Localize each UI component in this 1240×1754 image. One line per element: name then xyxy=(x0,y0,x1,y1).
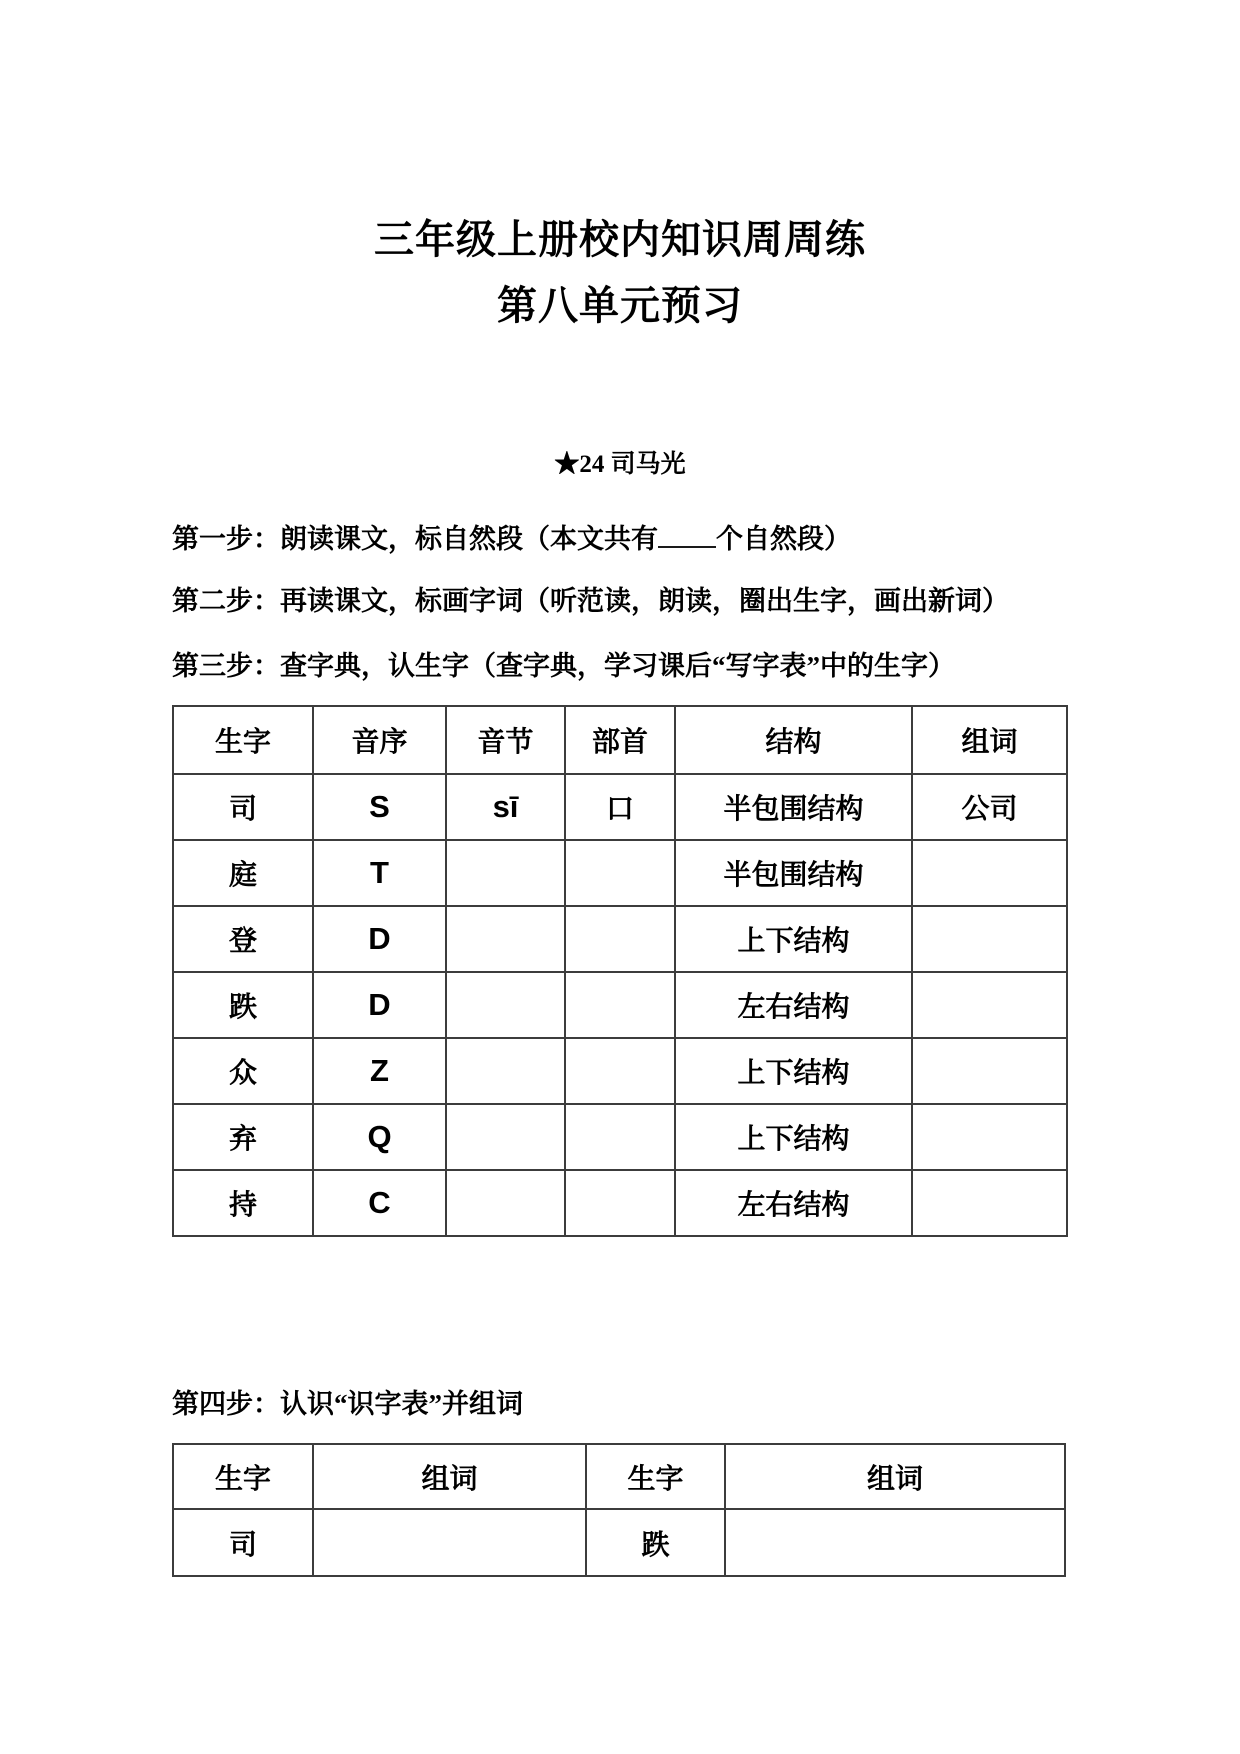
lesson-heading: ★24 司马光 xyxy=(554,451,686,478)
initial-cell: Q xyxy=(313,1104,446,1170)
vocab-row-die xyxy=(173,972,1067,1038)
vocab-header-word: 组词 xyxy=(912,706,1067,774)
initial-cell: D xyxy=(313,906,446,972)
radical-cell xyxy=(565,1170,675,1236)
vocab-table xyxy=(172,705,1068,1237)
word-cell xyxy=(912,972,1067,1038)
word-table xyxy=(172,1443,1066,1577)
step-4-line: 第四步：认识“识字表”并组词 xyxy=(172,1389,523,1419)
document-subtitle: 第八单元预习 xyxy=(497,283,743,328)
vocab-header-syllable: 音节 xyxy=(446,706,565,774)
word-cell xyxy=(313,1509,586,1576)
vocab-header-char: 生字 xyxy=(173,706,313,774)
char-cell: 持 xyxy=(173,1170,313,1236)
structure-cell: 上下结构 xyxy=(675,1038,912,1104)
structure-cell: 左右结构 xyxy=(675,1170,912,1236)
char-cell: 登 xyxy=(173,906,313,972)
syllable-cell xyxy=(446,906,565,972)
char-cell: 跌 xyxy=(173,972,313,1038)
radical-cell xyxy=(565,840,675,906)
vocab-row-ting xyxy=(173,840,1067,906)
initial-cell: S xyxy=(313,774,446,840)
word-cell xyxy=(912,840,1067,906)
step-2-line: 第二步：再读课文，标画字词（听范读，朗读，圈出生字，画出新词） xyxy=(172,586,1009,616)
structure-cell: 半包围结构 xyxy=(675,774,912,840)
char-cell: 弃 xyxy=(173,1104,313,1170)
vocab-row-deng xyxy=(173,906,1067,972)
vocab-row-qi xyxy=(173,1104,1067,1170)
char-cell: 司 xyxy=(173,774,313,840)
vocab-header-structure: 结构 xyxy=(675,706,912,774)
syllable-cell: sī xyxy=(446,774,565,840)
radical-cell xyxy=(565,972,675,1038)
word-header-word-1: 组词 xyxy=(313,1444,586,1509)
initial-cell: C xyxy=(313,1170,446,1236)
syllable-cell xyxy=(446,1170,565,1236)
step-1-suffix: 个自然段） xyxy=(716,524,851,554)
document-title: 三年级上册校内知识周周练 xyxy=(374,217,866,262)
word-cell: 公司 xyxy=(912,774,1067,840)
word-header-word-2: 组词 xyxy=(725,1444,1065,1509)
word-table-header-row xyxy=(173,1444,1065,1509)
step-3-line: 第三步：查字典，认生字（查字典，学习课后“写字表”中的生字） xyxy=(172,651,955,681)
vocab-row-chi xyxy=(173,1170,1067,1236)
word-cell xyxy=(725,1509,1065,1576)
char-cell: 司 xyxy=(173,1509,313,1576)
word-cell xyxy=(912,1104,1067,1170)
radical-cell: 口 xyxy=(565,774,675,840)
word-header-char-2: 生字 xyxy=(586,1444,725,1509)
structure-cell: 上下结构 xyxy=(675,906,912,972)
radical-cell xyxy=(565,1038,675,1104)
initial-cell: Z xyxy=(313,1038,446,1104)
word-cell xyxy=(912,906,1067,972)
word-table-data-row xyxy=(173,1509,1065,1576)
char-cell: 跌 xyxy=(586,1509,725,1576)
syllable-cell xyxy=(446,1104,565,1170)
vocab-row-zhong xyxy=(173,1038,1067,1104)
step-1-prefix: 第一步：朗读课文，标自然段（本文共有 xyxy=(172,524,658,554)
vocab-header-initial: 音序 xyxy=(313,706,446,774)
initial-cell: T xyxy=(313,840,446,906)
syllable-cell xyxy=(446,972,565,1038)
initial-cell: D xyxy=(313,972,446,1038)
word-cell xyxy=(912,1170,1067,1236)
word-cell xyxy=(912,1038,1067,1104)
vocab-table-header-row xyxy=(173,706,1067,774)
char-cell: 庭 xyxy=(173,840,313,906)
syllable-cell xyxy=(446,840,565,906)
structure-cell: 半包围结构 xyxy=(675,840,912,906)
radical-cell xyxy=(565,906,675,972)
syllable-cell xyxy=(446,1038,565,1104)
step-1-line xyxy=(172,518,1132,557)
structure-cell: 左右结构 xyxy=(675,972,912,1038)
structure-cell: 上下结构 xyxy=(675,1104,912,1170)
vocab-header-radical: 部首 xyxy=(565,706,675,774)
char-cell: 众 xyxy=(173,1038,313,1104)
vocab-row-si xyxy=(173,774,1067,840)
fill-in-blank xyxy=(658,518,716,548)
radical-cell xyxy=(565,1104,675,1170)
word-header-char-1: 生字 xyxy=(173,1444,313,1509)
